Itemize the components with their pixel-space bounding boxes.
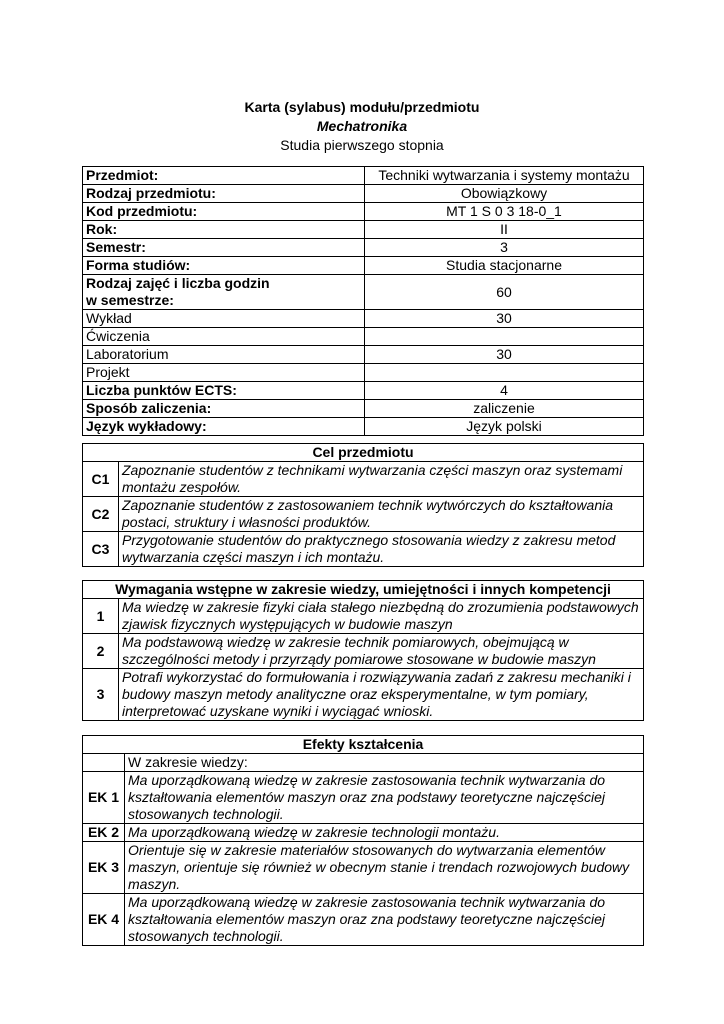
table-row	[83, 669, 644, 721]
kod-label: Kod przedmiotu:	[83, 203, 365, 221]
table-row	[83, 581, 644, 599]
efekty-id: EK 3	[83, 842, 125, 894]
rodzaj-value: Obowiązkowy	[365, 185, 644, 203]
table-row	[83, 239, 644, 257]
table-row	[83, 462, 644, 497]
table-row	[83, 842, 644, 894]
table-row	[83, 418, 644, 436]
wymagania-id: 3	[83, 669, 119, 721]
kod-value: MT 1 S 0 3 18-0_1	[365, 203, 644, 221]
efekty-text: Ma uporządkowaną wiedzę w zakresie zastosowania technik wytwarzania do kształtowania elementów maszyn oraz zna podstawy teoretyczne najczęściej stosowanych technologii.	[125, 772, 644, 824]
rok-label: Rok:	[83, 221, 365, 239]
table-row	[83, 221, 644, 239]
table-row	[83, 400, 644, 418]
zajecia-label	[83, 275, 365, 310]
table-row	[83, 532, 644, 567]
ects-value: 4	[365, 382, 644, 400]
wymagania-text: Potrafi wykorzystać do formułowania i rozwiązywania zadań z zakresu mechaniki i budowy maszyn metody analityczne oraz eksperymentalne, w tym pomiary, interpretować uzyskane wyniki i wyciągać wnioski.	[119, 669, 644, 721]
wymagania-table	[82, 580, 644, 721]
forma-label: Forma studiów:	[83, 257, 365, 275]
header-level: Studia pierwszego stopnia	[280, 137, 444, 153]
ects-label: Liczba punktów ECTS:	[83, 382, 365, 400]
rok-value: II	[365, 221, 644, 239]
rodzaj-label: Rodzaj przedmiotu:	[83, 185, 365, 203]
wymagania-text: Ma wiedzę w zakresie fizyki ciała stałego niezbędną do zrozumienia podstawowych zjawisk fizycznych występujących w budowie maszyn	[119, 599, 644, 634]
table-row	[83, 382, 644, 400]
wymagania-id: 2	[83, 634, 119, 669]
jezyk-label: Język wykładowy:	[83, 418, 365, 436]
table-row	[83, 599, 644, 634]
table-row	[83, 346, 644, 364]
cel-id: C1	[83, 462, 119, 497]
efekty-text: Ma uporządkowaną wiedzę w zakresie zastosowania technik wytwarzania do kształtowania elementów maszyn oraz zna podstawy teoretyczne najczęściej stosowanych technologii.	[125, 894, 644, 946]
zajecia-label-line2: w semestrze:	[86, 292, 174, 308]
table-row	[83, 497, 644, 532]
table-row	[83, 824, 644, 842]
zajecia-value: 60	[365, 275, 644, 310]
projekt-label: Projekt	[83, 364, 365, 382]
semestr-label: Semestr:	[83, 239, 365, 257]
header-field: Mechatronika	[316, 118, 408, 134]
table-row	[83, 634, 644, 669]
forma-value: Studia stacjonarne	[365, 257, 644, 275]
efekty-text: Orientuje się w zakresie materiałów stosowanych do wytwarzania elementów maszyn, orientuje się również w obecnym stanie i trendach rozwojowych budowy maszyn.	[125, 842, 644, 894]
efekty-id: EK 2	[83, 824, 125, 842]
jezyk-value: Język polski	[365, 418, 644, 436]
table-row	[83, 203, 644, 221]
wyklad-label: Wykład	[83, 310, 365, 328]
efekty-empty-cell	[83, 754, 125, 772]
efekty-text: Ma uporządkowaną wiedzę w zakresie technologii montażu.	[125, 824, 644, 842]
table-row	[83, 185, 644, 203]
efekty-subheader: W zakresie wiedzy:	[125, 754, 644, 772]
cel-id: C2	[83, 497, 119, 532]
table-row	[83, 894, 644, 946]
lab-label: Laboratorium	[83, 346, 365, 364]
cel-text: Przygotowanie studentów do praktycznego stosowania wiedzy z zakresu metod wytwarzania części maszyn i ich montażu.	[119, 532, 644, 567]
header-title: Karta (sylabus) modułu/przedmiotu	[244, 99, 480, 115]
table-row	[83, 364, 644, 382]
table-row	[83, 444, 644, 462]
cwiczenia-value	[365, 328, 644, 346]
zaliczenie-label: Sposób zaliczenia:	[83, 400, 365, 418]
table-row	[83, 257, 644, 275]
table-row	[83, 754, 644, 772]
table-row	[83, 736, 644, 754]
zaliczenie-value: zaliczenie	[365, 400, 644, 418]
cel-id: C3	[83, 532, 119, 567]
przedmiot-value: Techniki wytwarzania i systemy montażu	[365, 167, 644, 185]
cel-table	[82, 443, 644, 567]
efekty-table	[82, 735, 644, 946]
wyklad-value: 30	[365, 310, 644, 328]
efekty-title: Efekty kształcenia	[83, 736, 644, 754]
table-row	[83, 328, 644, 346]
cel-text: Zapoznanie studentów z zastosowaniem technik wytwórczych do kształtowania postaci, struktury i własności produktów.	[119, 497, 644, 532]
efekty-id: EK 1	[83, 772, 125, 824]
wymagania-id: 1	[83, 599, 119, 634]
efekty-id: EK 4	[83, 894, 125, 946]
lab-value: 30	[365, 346, 644, 364]
table-row	[83, 310, 644, 328]
course-info-table	[82, 166, 644, 436]
table-row	[83, 772, 644, 824]
semestr-value: 3	[365, 239, 644, 257]
projekt-value	[365, 364, 644, 382]
table-row	[83, 275, 644, 310]
przedmiot-label: Przedmiot:	[83, 167, 365, 185]
table-row	[83, 167, 644, 185]
wymagania-title: Wymagania wstępne w zakresie wiedzy, umiejętności i innych kompetencji	[83, 581, 644, 599]
cwiczenia-label: Ćwiczenia	[83, 328, 365, 346]
wymagania-text: Ma podstawową wiedzę w zakresie technik pomiarowych, obejmującą w szczególności metody i przyrządy pomiarowe stosowane w budowie maszyn	[119, 634, 644, 669]
document-header	[0, 98, 724, 155]
cel-title: Cel przedmiotu	[83, 444, 644, 462]
zajecia-label-line1: Rodzaj zajęć i liczba godzin	[86, 275, 270, 291]
cel-text: Zapoznanie studentów z technikami wytwarzania części maszyn oraz systemami montażu zespołów.	[119, 462, 644, 497]
